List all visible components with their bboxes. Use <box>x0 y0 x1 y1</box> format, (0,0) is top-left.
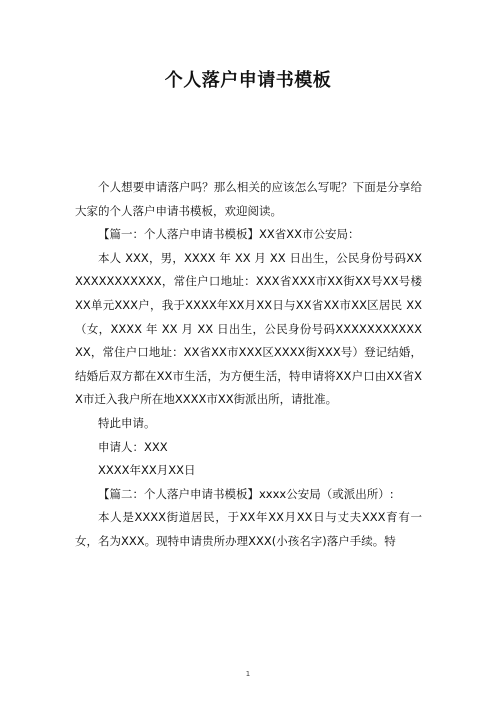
section-one-heading: 【篇一：个人落户申请书模板】XX省XX市公安局： <box>98 227 360 242</box>
applicant-line: 申请人：XXX <box>98 439 168 454</box>
section-two-heading: 【篇二：个人落户申请书模板】xxxx公安局（或派出所）: <box>98 486 394 501</box>
closing-line: 特此申请。 <box>98 415 156 430</box>
section-one-body: 本人 XXX，男，XXXX 年 XX 月 XX 日出生，公民身份号码XXXXXXXXXXXXX，常住户口地址：XXX省XXX市XX街XX号XX号楼XX单元XXX户，我于XXXX年XX月XX日与XX省XX市XX区居民 XX（女，XXXX 年 XX 月 XX 日出生，公民身份号码XXXXXXXXXXXXX，常住户口地址：XX省XX市XXX区XXXX街XXX号）登记结婚，结婚后双方都在XX市生活，为方便生活，特申请将XX户口由XX省XX市迁入我户所在地XXXX市XX街派出所，请批准。 <box>75 250 422 407</box>
page-number: 1 <box>245 670 251 678</box>
section-two-body: 本人是XXXX街道居民，于XX年XX月XX日与丈夫XXX育有一女，名为XXX。现特申请贵所办理XXX(小孩名字)落户手续。特 <box>75 510 422 548</box>
date-line: XXXX年XX月XX日 <box>98 463 196 478</box>
document-title: 个人落户申请书模板 <box>164 70 332 91</box>
document-body <box>75 176 422 554</box>
intro-paragraph: 个人想要申请落户吗？那么相关的应该怎么写呢？下面是分享给大家的个人落户申请书模板，欢迎阅读。 <box>75 180 422 218</box>
